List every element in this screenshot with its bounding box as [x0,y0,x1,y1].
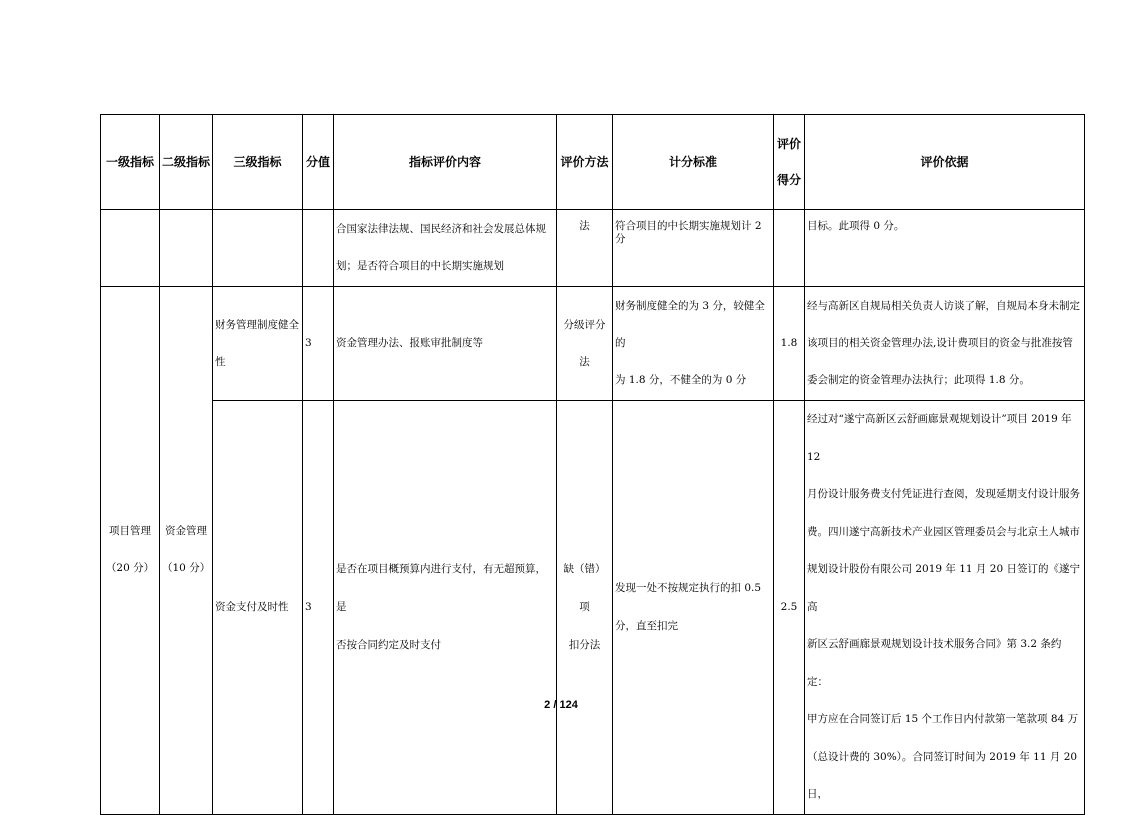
cell-standard: 财务制度健全的为 3 分，较健全的 为 1.8 分，不健全的为 0 分 [613,287,774,401]
cell-level3-empty [213,210,303,287]
cell-score-empty [774,210,805,287]
cell-score: 1.8 [774,287,805,401]
cell-content: 是否在项目概预算内进行支付，有无超预算，是 否按合同约定及时支付 [334,401,557,815]
page-indicator: 2 / 124 [544,699,578,711]
cell-level2: 资金管理 （10 分） [160,287,213,815]
cell-content: 资金管理办法、报账审批制度等 [334,287,557,401]
cell-method: 分级评分 法 [557,287,613,401]
cell-level2-empty [160,210,213,287]
cell-content: 合国家法律法规、国民经济和社会发展总体规 划；是否符合项目的中长期实施规划 [334,210,557,287]
header-level1: 一级指标 [101,115,160,210]
cell-points-empty [303,210,334,287]
cell-method: 法 [557,210,613,287]
header-row [101,115,1085,210]
cell-points: 3 [303,287,334,401]
cell-method: 缺（错）项 扣分法 [557,401,613,815]
table-row [101,401,1085,815]
cell-basis: 经过对“遂宁高新区云舒画廊景观规划设计”项目 2019 年 12 月份设计服务费支付凭证进行查阅，发现延期支付设计服务 费。四川遂宁高新技术产业园区管理委员会与北京土人城市 规划设计股份有限公司 2019 年 11 月 20 日签订的《遂宁高 新区云舒画廊景观规划设计技术服务合同》第 3.2 条约定： 甲方应在合同签订后 15 个工作日内付款第一笔款项 84 万 （总设计费的 30%）。合同签订时间为 2019 年 11 月 20 日， [805,401,1085,815]
header-method: 评价方法 [557,115,613,210]
header-level3: 三级指标 [213,115,303,210]
table-row [101,210,1085,287]
header-standard: 计分标准 [613,115,774,210]
header-level2: 二级指标 [160,115,213,210]
header-content: 指标评价内容 [334,115,557,210]
cell-level1-empty [101,210,160,287]
cell-level3: 财务管理制度健全 性 [213,287,303,401]
header-basis: 评价依据 [805,115,1085,210]
cell-level3: 资金支付及时性 [213,401,303,815]
header-score: 评价 得分 [774,115,805,210]
cell-basis: 目标。此项得 0 分。 [805,210,1085,287]
header-points: 分值 [303,115,334,210]
cell-points: 3 [303,401,334,815]
table-row [101,287,1085,401]
cell-basis: 经与高新区自规局相关负责人访谈了解，自规局本身未制定 该项目的相关资金管理办法,设计费项目的资金与批准按管 委会制定的资金管理办法执行；此项得 1.8 分。 [805,287,1085,401]
cell-standard: 符合项目的中长期实施规划计 2 分 [613,210,774,287]
cell-level1: 项目管理 （20 分） [101,287,160,815]
cell-score: 2.5 [774,401,805,815]
cell-standard: 发现一处不按规定执行的扣 0.5 分，直至扣完 [613,401,774,815]
